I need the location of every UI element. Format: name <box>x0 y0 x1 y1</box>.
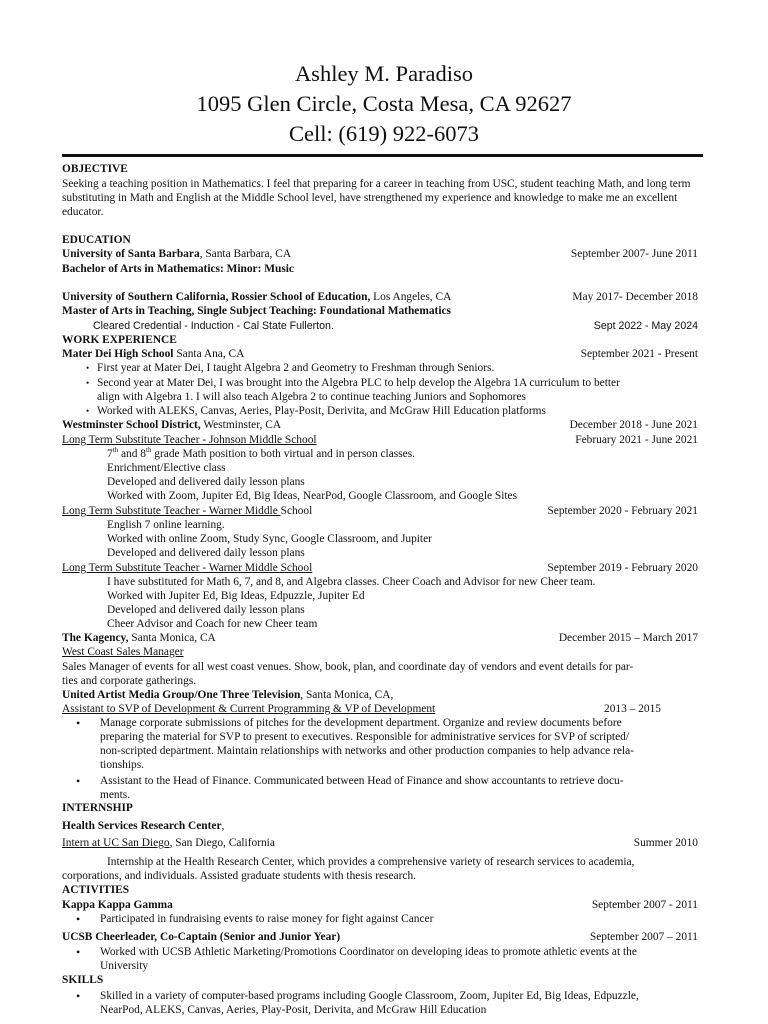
ua-bullet-1-line-2: preparing the material for SVP to present to executives. Responsible for administrative services for SVP of scripted/ <box>100 731 630 743</box>
bullet-icon: • <box>86 378 90 388</box>
ua-bullet-2-line-2: ments. <box>100 789 131 801</box>
usc-location: Los Angeles, CA <box>370 291 452 303</box>
johnson-title: Long Term Substitute Teacher - Johnson Middle School <box>62 434 317 446</box>
education-heading: EDUCATION <box>62 234 131 246</box>
warner1-line-1: English 7 online learning. <box>107 519 225 531</box>
ua-bullet-1-line-1: Manage corporate submissions of pitches for the development department. Organize and review documents before <box>100 717 622 729</box>
ucsb-line <box>62 247 291 261</box>
warner1-line-2: Worked with online Zoom, Study Sync, Google Classroom, and Jupiter <box>107 533 432 545</box>
warner2-line-4: Cheer Advisor and Coach for new Cheer team <box>107 618 318 630</box>
internship-desc-line-2: corporations, and individuals. Assisted graduate students with thesis research. <box>62 870 416 882</box>
internship-role-line <box>62 836 275 850</box>
header-divider <box>62 154 703 157</box>
materdei-school: Mater Dei High School <box>62 348 174 360</box>
johnson-sup-1: th <box>112 446 119 455</box>
kkg-name: Kappa Kappa Gamma <box>62 899 173 911</box>
kkg-dates: September 2007 - 2011 <box>591 899 698 911</box>
materdei-line <box>62 347 244 361</box>
johnson-dates: February 2021 - June 2021 <box>575 434 698 446</box>
johnson-line-1 <box>107 447 415 461</box>
cheer-bullet-1-line-2: University <box>100 960 149 972</box>
internship-org: Health Services Research Center <box>62 820 222 832</box>
johnson-line-3: Developed and delivered daily lesson plans <box>107 476 305 488</box>
cheer-bullet-1-line-1: Worked with UCSB Athletic Marketing/Promotions Coordinator on developing ideas to promote athletic events at the <box>100 946 637 958</box>
ua-name: United Artist Media Group/One Three Television <box>62 689 301 701</box>
kagency-desc-line-1: Sales Manager of events for all west coast venues. Show, book, plan, and coordinate day of vendors and event details for par- <box>62 661 634 673</box>
kagency-dates: December 2015 – March 2017 <box>558 632 698 644</box>
ucsb-degree-line <box>62 262 294 276</box>
ua-bullet-1-line-4: tionships. <box>100 759 144 771</box>
internship-role: Intern at UC San Diego <box>62 837 170 849</box>
ua-location: , Santa Monica, CA, <box>300 689 394 701</box>
johnson-grade-8: and 8 <box>118 448 146 460</box>
warner1-line-3: Developed and delivered daily lesson plans <box>107 547 305 559</box>
ua-bullet-2-line-1: Assistant to the Head of Finance. Communicated between Head of Finance and show accountants to retrieve docu- <box>100 775 624 787</box>
ua-bullet-1-line-3: non-scripted department. Maintain relationships with networks and other production companies to help advance rela- <box>100 745 634 757</box>
kagency-line <box>62 631 216 645</box>
warner2-line-1: I have substituted for Math 6, 7, and 8, and Algebra classes. Cheer Coach and Advisor for new Cheer team. <box>107 576 596 588</box>
skills-bullet-1-line-2: NearPod, ALEKS, Canvas, Aeries, Play-Posit, Derivita, and McGraw Hill Education <box>100 1004 487 1016</box>
bullet-icon: • <box>86 363 90 373</box>
ucsb-minor: : Minor: Music <box>219 263 294 275</box>
kkg-bullet-1: Participated in fundraising events to raise money for fight against Cancer <box>100 913 434 925</box>
cheer-name: UCSB Cheerleader, Co-Captain (Senior and Junior Year) <box>62 931 341 943</box>
ucsb-dates: September 2007- June 2011 <box>570 248 698 260</box>
internship-location: , San Diego, California <box>169 837 275 849</box>
bullet-icon: • <box>76 716 81 730</box>
bullet-icon: • <box>76 774 81 788</box>
bullet-icon: • <box>76 912 81 926</box>
warner1-title: Long Term Substitute Teacher - Warner Middle <box>62 505 281 517</box>
materdei-location: Santa Ana, CA <box>173 348 245 360</box>
internship-org-line <box>62 819 224 833</box>
materdei-bullet-3: Worked with ALEKS, Canvas, Aeries, Play-Posit, Derivita, and McGraw Hill Education platforms <box>97 405 546 417</box>
warner1-title-line <box>62 504 312 518</box>
wsd-location: Westminster, CA <box>200 419 282 431</box>
candidate-phone: Cell: (619) 922-6073 <box>289 121 479 146</box>
materdei-bullet-1: First year at Mater Dei, I taught Algebra 2 and Geometry to Freshman through Seniors. <box>97 362 495 374</box>
johnson-sup-2: th <box>146 446 152 455</box>
johnson-line-4: Worked with Zoom, Jupiter Ed, Big Ideas, NearPod, Google Classroom, and Google Sites <box>107 490 518 502</box>
credential-dates: Sept 2022 - May 2024 <box>593 320 698 332</box>
bullet-icon: • <box>86 406 90 416</box>
skills-bullet-1-line-1: Skilled in a variety of computer-based programs including Google Classroom, Zoom, Jupiter Ed, Big Ideas, Edpuzzle, <box>100 990 639 1002</box>
usc-line <box>62 290 451 304</box>
wsd-dates: December 2018 - June 2021 <box>569 419 698 431</box>
objective-text: Seeking a teaching position in Mathematics. I feel that preparing for a career in teaching from USC, student teaching Math, and long term substituting in Math and English at the Middle School level, have strengthened my experience and knowledge to make me an excellent educator. <box>62 178 691 219</box>
bullet-icon: • <box>76 989 81 1003</box>
warner1-dates: September 2020 - February 2021 <box>547 505 698 517</box>
objective-heading: OBJECTIVE <box>62 163 128 175</box>
warner1-title-rest: School <box>280 505 313 517</box>
warner2-line-3: Developed and delivered daily lesson plans <box>107 604 305 616</box>
johnson-line-1-rest: grade Math position to both virtual and in person classes. <box>151 448 415 460</box>
warner2-line-2: Worked with Jupiter Ed, Big Ideas, Edpuzzle, Jupiter Ed <box>107 590 365 602</box>
cheer-dates: September 2007 – 2011 <box>589 931 698 943</box>
wsd-name: Westminster School District, <box>62 419 201 431</box>
warner2-title: Long Term Substitute Teacher - Warner Middle School <box>62 562 313 574</box>
materdei-dates: September 2021 - Present <box>580 348 698 360</box>
internship-org-comma: , <box>221 820 225 832</box>
skills-heading: SKILLS <box>62 974 104 986</box>
kagency-location: Santa Monica, CA <box>128 632 216 644</box>
ua-line <box>62 688 393 702</box>
internship-heading: INTERNSHIP <box>62 802 133 814</box>
work-heading: WORK EXPERIENCE <box>62 334 177 346</box>
bullet-icon: • <box>76 945 81 959</box>
ucsb-location: , Santa Barbara, CA <box>199 248 292 260</box>
credential: Cleared Credential - Induction - Cal State Fullerton. <box>93 320 334 332</box>
candidate-address: 1095 Glen Circle, Costa Mesa, CA 92627 <box>196 91 572 116</box>
ua-title: Assistant to SVP of Development & Current Programming & VP of Development <box>62 703 436 715</box>
kagency-title: West Coast Sales Manager <box>62 646 184 658</box>
warner2-dates: September 2019 - February 2020 <box>547 562 698 574</box>
wsd-line <box>62 418 281 432</box>
ucsb-degree: Bachelor of Arts in Mathematics <box>62 263 220 275</box>
usc-degree: Master of Arts in Teaching, Single Subject Teaching: Foundational Mathematics <box>62 305 451 317</box>
kagency-desc-line-2: ties and corporate gatherings. <box>62 675 197 687</box>
activities-heading: ACTIVITIES <box>62 884 130 896</box>
ucsb-school: University of Santa Barbara <box>62 248 200 260</box>
materdei-bullet-2-line-2: align with Algebra 1. I will also teach Algebra 2 to continue teaching Juniors and Sophomores <box>97 391 526 403</box>
johnson-grade-7: 7 <box>107 448 113 460</box>
usc-school: University of Southern California, Rossier School of Education, <box>62 291 371 303</box>
internship-dates: Summer 2010 <box>633 837 698 849</box>
candidate-name: Ashley M. Paradiso <box>294 61 474 86</box>
ua-dates: 2013 – 2015 <box>604 703 661 715</box>
materdei-bullet-2-line-1: Second year at Mater Dei, I was brought into the Algebra PLC to help develop the Algebra 1A curriculum to better <box>97 377 620 389</box>
internship-desc-line-1: Internship at the Health Research Center, which provides a comprehensive variety of research services to academia, <box>107 856 635 868</box>
usc-dates: May 2017- December 2018 <box>572 291 698 303</box>
kagency-name: The Kagency, <box>62 632 129 644</box>
johnson-line-2: Enrichment/Elective class <box>107 462 226 474</box>
